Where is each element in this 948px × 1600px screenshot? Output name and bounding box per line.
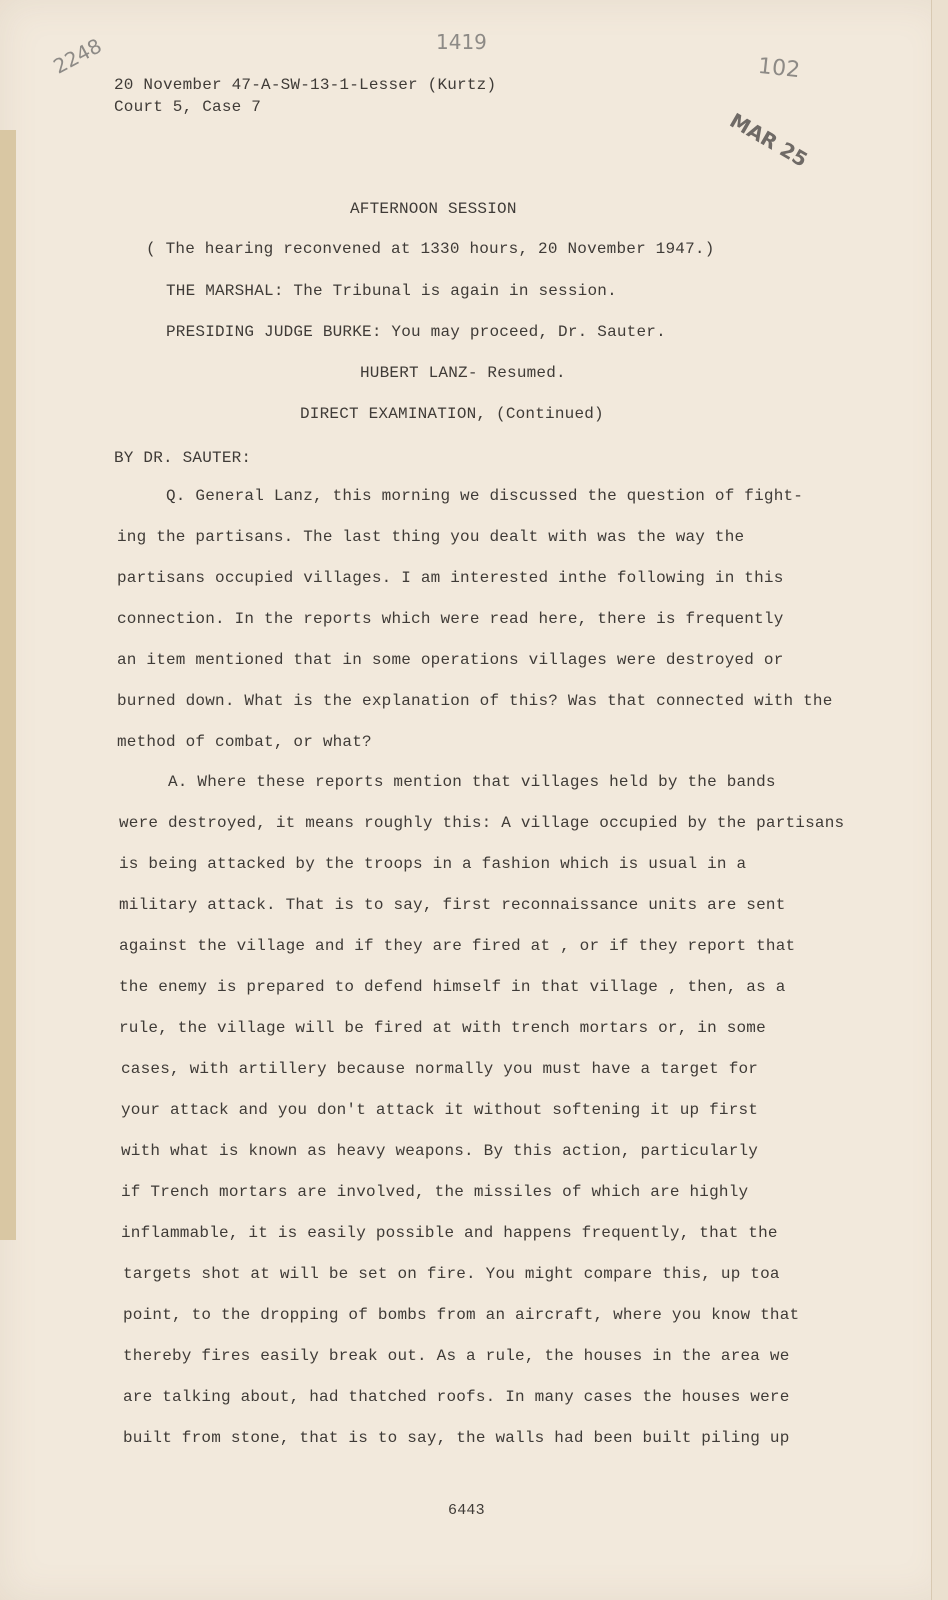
- examination-line: DIRECT EXAMINATION, (Continued): [300, 405, 604, 423]
- header-line-1: 20 November 47-A-SW-13-1-Lesser (Kurtz): [114, 76, 497, 94]
- top-handwritten-number: 1419: [436, 30, 487, 54]
- answer-line: are talking about, had thatched roofs. In many cases the houses were: [123, 1388, 790, 1406]
- question-line: partisans occupied villages. I am interested inthe following in this: [117, 569, 784, 587]
- answer-line: A. Where these reports mention that villages held by the bands: [168, 773, 776, 791]
- answer-line: targets shot at will be set on fire. You might compare this, up toa: [123, 1265, 780, 1283]
- corner-handwritten-number: 2248: [49, 33, 106, 79]
- question-line: connection. In the reports which were read here, there is frequently: [117, 610, 784, 628]
- answer-line: your attack and you don't attack it without softening it up first: [121, 1101, 759, 1119]
- by-counsel-line: BY DR. SAUTER:: [114, 449, 252, 467]
- answer-line: cases, with artillery because normally you must have a target for: [121, 1060, 759, 1078]
- witness-line: HUBERT LANZ- Resumed.: [360, 364, 566, 382]
- answer-line: the enemy is prepared to defend himself in that village , then, as a: [119, 978, 786, 996]
- answer-line: inflammable, it is easily possible and happens frequently, that the: [121, 1224, 778, 1242]
- reconvened-line: ( The hearing reconvened at 1330 hours, 20 November 1947.): [146, 240, 715, 258]
- answer-line: military attack. That is to say, first reconnaissance units are sent: [119, 896, 786, 914]
- question-line: method of combat, or what?: [117, 733, 372, 751]
- marshal-line: THE MARSHAL: The Tribunal is again in session.: [166, 282, 617, 300]
- answer-line: were destroyed, it means roughly this: A village occupied by the partisans: [119, 814, 845, 832]
- answer-line: against the village and if they are fired at , or if they report that: [119, 937, 796, 955]
- answer-line: built from stone, that is to say, the walls had been built piling up: [123, 1429, 790, 1447]
- date-stamp: MAR 25: [725, 108, 812, 172]
- header-line-2: Court 5, Case 7: [114, 98, 262, 116]
- question-line: an item mentioned that in some operations villages were destroyed or: [117, 651, 784, 669]
- question-line: burned down. What is the explanation of this? Was that connected with the: [117, 692, 833, 710]
- answer-line: point, to the dropping of bombs from an aircraft, where you know that: [123, 1306, 800, 1324]
- answer-line: if Trench mortars are involved, the missiles of which are highly: [121, 1183, 749, 1201]
- session-title: AFTERNOON SESSION: [350, 200, 517, 218]
- right-page-edge: [931, 0, 948, 1600]
- answer-line: thereby fires easily break out. As a rule, the houses in the area we: [123, 1347, 790, 1365]
- answer-line: rule, the village will be fired at with trench mortars or, in some: [119, 1019, 766, 1037]
- page-edge-strip: [0, 130, 16, 1240]
- answer-line: is being attacked by the troops in a fashion which is usual in a: [119, 855, 747, 873]
- question-line: Q. General Lanz, this morning we discussed the question of fight-: [166, 487, 804, 505]
- question-line: ing the partisans. The last thing you dealt with was the way the: [117, 528, 745, 546]
- judge-line: PRESIDING JUDGE BURKE: You may proceed, Dr. Sauter.: [166, 323, 666, 341]
- page-number: 6443: [448, 1502, 485, 1519]
- right-handwritten-number: 102: [756, 53, 802, 84]
- answer-line: with what is known as heavy weapons. By this action, particularly: [121, 1142, 759, 1160]
